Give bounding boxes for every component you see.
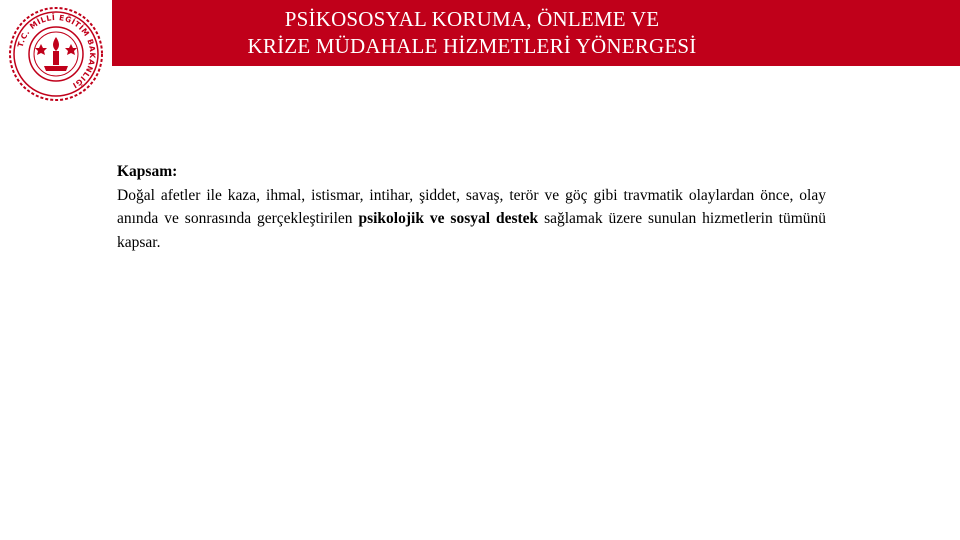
title-line-2: KRİZE MÜDAHALE HİZMETLERİ YÖNERGESİ: [247, 34, 697, 58]
logo-area: [0, 0, 112, 110]
section-heading: Kapsam:: [117, 163, 178, 180]
page-title: [112, 6, 832, 60]
content-block: [117, 160, 826, 254]
logo-ring-text: T.C. MİLLÎ EĞİTİM BAKANLIĞI: [15, 12, 98, 91]
body-text-start: Doğal afetler ile kaza, ihmal, istismar, intihar, şiddet, savaş, terör ve göç gibi travmatik olaylardan önce, olay anında ve sonrasında gerçekleştirilen: [117, 186, 826, 227]
body-paragraph: [117, 184, 826, 255]
ministry-seal-icon: [6, 4, 106, 104]
body-text-end: sağlamak üzere sunulan hizmetlerin tümünü kapsar.: [117, 210, 827, 251]
body-text-emphasis: psikolojik ve sosyal destek: [358, 210, 539, 227]
title-line-1: PSİKOSOSYAL KORUMA, ÖNLEME VE: [284, 7, 660, 31]
